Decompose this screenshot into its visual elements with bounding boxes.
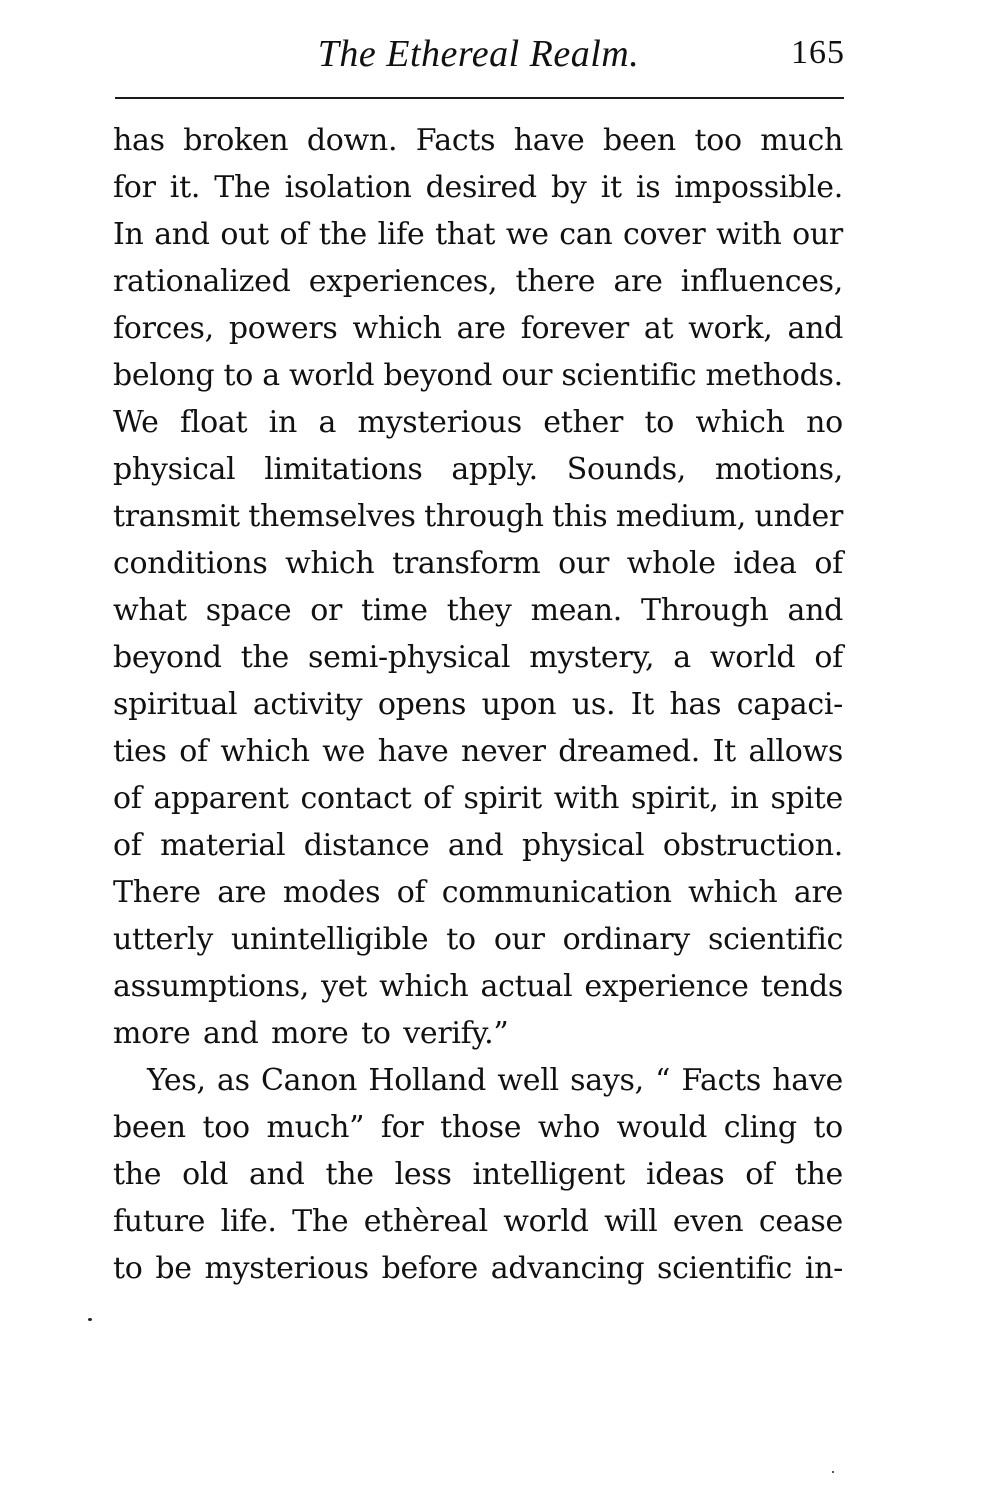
word: have bbox=[377, 734, 449, 769]
word: our bbox=[792, 217, 843, 252]
word: methods. bbox=[705, 358, 843, 393]
running-head bbox=[112, 26, 845, 76]
word: too bbox=[694, 123, 742, 158]
word: and bbox=[249, 1157, 305, 1192]
word: are bbox=[613, 264, 663, 299]
word: assumptions, bbox=[113, 969, 310, 1004]
text-line bbox=[113, 493, 843, 540]
word: Through bbox=[641, 593, 769, 628]
word: we bbox=[505, 217, 549, 252]
word: which bbox=[220, 734, 310, 769]
word: semi-physical bbox=[308, 640, 511, 675]
word: utterly bbox=[113, 922, 213, 957]
word: mysterious bbox=[357, 405, 522, 440]
word: more bbox=[113, 1016, 191, 1051]
word: they bbox=[446, 593, 512, 628]
text-line bbox=[113, 963, 843, 1010]
word: would bbox=[616, 1110, 708, 1145]
word: upon bbox=[481, 687, 557, 722]
word: are bbox=[217, 875, 267, 910]
word: be bbox=[155, 1251, 192, 1286]
word: beyond bbox=[383, 358, 493, 393]
word: never bbox=[461, 734, 546, 769]
word: contact bbox=[300, 781, 412, 816]
word: to bbox=[644, 405, 674, 440]
word: spiritual bbox=[113, 687, 238, 722]
word: old bbox=[182, 1157, 229, 1192]
word: well bbox=[497, 1063, 559, 1098]
word: motions, bbox=[714, 452, 843, 487]
word: forces, bbox=[113, 311, 214, 346]
text-line bbox=[113, 540, 843, 587]
word: time bbox=[361, 593, 428, 628]
word: have bbox=[513, 123, 585, 158]
text-line bbox=[113, 1057, 843, 1104]
word: our bbox=[493, 922, 545, 957]
word: life. bbox=[220, 1204, 277, 1239]
word: much bbox=[760, 123, 843, 158]
word: float bbox=[180, 405, 248, 440]
word: spirit bbox=[463, 781, 542, 816]
scan-speck bbox=[88, 1318, 92, 1321]
text-line bbox=[113, 728, 843, 775]
word: material bbox=[160, 828, 286, 863]
word: of bbox=[423, 781, 452, 816]
word: to bbox=[813, 1110, 843, 1145]
word: dreamed. bbox=[558, 734, 700, 769]
word: which bbox=[352, 311, 442, 346]
word: our bbox=[558, 546, 609, 581]
word: themselves bbox=[248, 499, 416, 534]
word: allows bbox=[748, 734, 843, 769]
word: and bbox=[203, 1016, 259, 1051]
word: Sounds, bbox=[566, 452, 687, 487]
word: under bbox=[754, 499, 843, 534]
word: In bbox=[113, 217, 144, 252]
text-line bbox=[113, 775, 843, 822]
word: and bbox=[447, 828, 504, 863]
word: Facts bbox=[415, 123, 496, 158]
word: of bbox=[745, 1157, 774, 1192]
word: cover bbox=[623, 217, 706, 252]
word: tends bbox=[760, 969, 843, 1004]
text-line bbox=[113, 1010, 843, 1057]
page-number: 165 bbox=[791, 34, 845, 71]
text-line bbox=[113, 1198, 843, 1245]
word: cling bbox=[723, 1110, 797, 1145]
word: capaci- bbox=[736, 687, 843, 722]
word: mysterious bbox=[204, 1251, 369, 1286]
word: world bbox=[288, 358, 375, 393]
word: space bbox=[205, 593, 292, 628]
word: Yes, bbox=[147, 1063, 206, 1098]
word: scientific bbox=[561, 358, 697, 393]
word: distance bbox=[303, 828, 430, 863]
word: too bbox=[202, 1110, 250, 1145]
word: transform bbox=[392, 546, 541, 581]
word: physical bbox=[113, 452, 236, 487]
word: scientific bbox=[707, 922, 843, 957]
word: life bbox=[377, 217, 425, 252]
word: it bbox=[600, 170, 622, 205]
word: communication bbox=[441, 875, 672, 910]
word: impossible. bbox=[674, 170, 843, 205]
word: opens bbox=[377, 687, 467, 722]
word: much” bbox=[266, 1110, 365, 1145]
text-line bbox=[113, 211, 843, 258]
word: the bbox=[794, 1157, 843, 1192]
body-text bbox=[113, 117, 843, 1292]
word: to bbox=[223, 358, 254, 393]
word: influences, bbox=[680, 264, 843, 299]
text-line bbox=[113, 916, 843, 963]
word: It bbox=[630, 687, 655, 722]
word: less bbox=[394, 1157, 452, 1192]
word: us. bbox=[571, 687, 616, 722]
word: of bbox=[179, 734, 208, 769]
text-line bbox=[113, 634, 843, 681]
text-line bbox=[113, 164, 843, 211]
word: forever bbox=[520, 311, 629, 346]
word: we bbox=[322, 734, 366, 769]
word: desired bbox=[425, 170, 537, 205]
word: even bbox=[672, 1204, 744, 1239]
word: a bbox=[673, 640, 691, 675]
word: are bbox=[456, 311, 506, 346]
word: conditions bbox=[113, 546, 268, 581]
word: the bbox=[113, 1157, 162, 1192]
word: ordinary bbox=[562, 922, 690, 957]
word: through bbox=[424, 499, 544, 534]
header-rule bbox=[115, 97, 844, 99]
word: cease bbox=[758, 1204, 843, 1239]
text-line bbox=[113, 587, 843, 634]
word: it. bbox=[169, 170, 201, 205]
text-line bbox=[113, 399, 843, 446]
word: powers bbox=[228, 311, 338, 346]
word: more bbox=[271, 1016, 349, 1051]
word: at bbox=[643, 311, 674, 346]
word: world bbox=[503, 1204, 589, 1239]
word: Holland bbox=[368, 1063, 487, 1098]
word: are bbox=[793, 875, 843, 910]
word: can bbox=[559, 217, 613, 252]
word: “ bbox=[655, 1063, 671, 1098]
word: yet bbox=[321, 969, 368, 1004]
word: intelligent bbox=[472, 1157, 626, 1192]
word: which bbox=[379, 969, 469, 1004]
word: ties bbox=[113, 734, 167, 769]
text-line bbox=[113, 1104, 843, 1151]
word: and bbox=[154, 217, 210, 252]
word: or bbox=[310, 593, 343, 628]
word: has bbox=[669, 687, 722, 722]
word: advancing bbox=[490, 1251, 645, 1286]
word: that bbox=[435, 217, 496, 252]
word: obstruction. bbox=[662, 828, 843, 863]
word: work, bbox=[688, 311, 773, 346]
text-line bbox=[113, 1151, 843, 1198]
word: There bbox=[113, 875, 201, 910]
word: limitations bbox=[264, 452, 423, 487]
text-line bbox=[113, 869, 843, 916]
word: a bbox=[262, 358, 280, 393]
text-line bbox=[113, 1245, 843, 1292]
word: of bbox=[113, 828, 142, 863]
word: has bbox=[113, 123, 165, 158]
word: of bbox=[814, 640, 843, 675]
word: Facts bbox=[681, 1063, 761, 1098]
word: to bbox=[113, 1251, 143, 1286]
text-line bbox=[113, 446, 843, 493]
word: rationalized bbox=[113, 264, 291, 299]
word: actual bbox=[480, 969, 573, 1004]
word: The bbox=[214, 170, 271, 205]
word: modes bbox=[282, 875, 381, 910]
word: Canon bbox=[261, 1063, 358, 1098]
word: belong bbox=[113, 358, 215, 393]
word: isolation bbox=[284, 170, 412, 205]
word: broken bbox=[183, 123, 289, 158]
word: whole bbox=[626, 546, 716, 581]
word: mystery, bbox=[529, 640, 655, 675]
word: unintelligible bbox=[230, 922, 429, 957]
word: We bbox=[113, 405, 159, 440]
word: ideas bbox=[645, 1157, 725, 1192]
word: It bbox=[712, 734, 736, 769]
text-line bbox=[113, 681, 843, 728]
word: physical bbox=[521, 828, 645, 863]
word: is bbox=[635, 170, 661, 205]
word: experience bbox=[584, 969, 749, 1004]
word: spite bbox=[770, 781, 843, 816]
word: medium, bbox=[615, 499, 747, 534]
word: world bbox=[709, 640, 796, 675]
word: in bbox=[730, 781, 759, 816]
word: to bbox=[361, 1016, 391, 1051]
word: the bbox=[325, 1157, 374, 1192]
word: down. bbox=[306, 123, 398, 158]
word: spirit, bbox=[630, 781, 719, 816]
word: for bbox=[113, 170, 156, 205]
text-line bbox=[113, 822, 843, 869]
word: says, bbox=[570, 1063, 644, 1098]
word: in bbox=[268, 405, 297, 440]
word: and bbox=[787, 593, 843, 628]
word: the bbox=[318, 217, 367, 252]
word: no bbox=[806, 405, 843, 440]
word: what bbox=[113, 593, 187, 628]
word: apply. bbox=[451, 452, 538, 487]
word: of bbox=[396, 875, 426, 910]
word: the bbox=[240, 640, 289, 675]
word: which bbox=[688, 875, 778, 910]
word: experiences, bbox=[308, 264, 498, 299]
word: with bbox=[553, 781, 620, 816]
word: of bbox=[113, 781, 142, 816]
word: have bbox=[772, 1063, 843, 1098]
word: been bbox=[113, 1110, 186, 1145]
scan-speck bbox=[832, 1471, 834, 1473]
word: our bbox=[501, 358, 553, 393]
word: a bbox=[318, 405, 337, 440]
word: for bbox=[380, 1110, 424, 1145]
word: scientific bbox=[657, 1251, 793, 1286]
word: to bbox=[446, 922, 476, 957]
word: of bbox=[279, 217, 309, 252]
text-line bbox=[113, 352, 843, 399]
word: ethèreal bbox=[363, 1204, 488, 1239]
word: beyond bbox=[113, 640, 222, 675]
word: activity bbox=[252, 687, 363, 722]
word: ether bbox=[543, 405, 623, 440]
word: those bbox=[440, 1110, 522, 1145]
word: there bbox=[515, 264, 596, 299]
word: which bbox=[695, 405, 785, 440]
word: will bbox=[604, 1204, 658, 1239]
word: The bbox=[292, 1204, 349, 1239]
word: idea bbox=[733, 546, 797, 581]
word: as bbox=[217, 1063, 250, 1098]
word: of bbox=[814, 546, 843, 581]
word: and bbox=[787, 311, 843, 346]
text-line bbox=[113, 117, 843, 164]
word: been bbox=[603, 123, 676, 158]
text-line bbox=[113, 258, 843, 305]
word: transmit bbox=[113, 499, 240, 534]
word: this bbox=[552, 499, 608, 534]
word: before bbox=[381, 1251, 478, 1286]
word: out bbox=[220, 217, 269, 252]
word: future bbox=[113, 1204, 206, 1239]
word: by bbox=[550, 170, 587, 205]
word: in- bbox=[804, 1251, 843, 1286]
running-title: The Ethereal Realm. bbox=[317, 33, 640, 75]
word: which bbox=[285, 546, 375, 581]
word: apparent bbox=[153, 781, 289, 816]
word: who bbox=[537, 1110, 601, 1145]
text-line bbox=[113, 305, 843, 352]
word: mean. bbox=[530, 593, 623, 628]
word: verify.” bbox=[403, 1016, 509, 1051]
word: with bbox=[716, 217, 782, 252]
